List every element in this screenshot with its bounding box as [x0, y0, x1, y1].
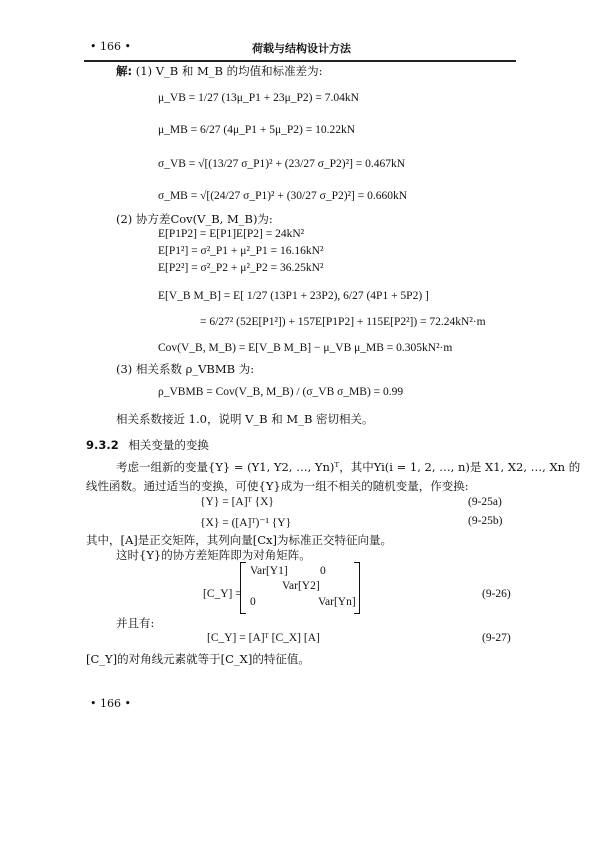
- solution-line-1: [116, 64, 323, 78]
- equation-mean-vb: μ_VB = 1/27 (13μ_P1 + 23μ_P2) = 7.04kN: [158, 92, 359, 104]
- equation-9-27: [C_Y] = [A]ᵀ [C_X] [A]: [207, 632, 320, 644]
- equation-e-p1p2: E[P1P2] = E[P1]E[P2] = 24kN²: [158, 228, 305, 240]
- equation-9-25a: {Y} = [A]ᵀ {X}: [200, 496, 274, 508]
- header-rule: [84, 60, 516, 62]
- paragraph-1-line-1: 考虑一组新的变量{Y} = (Y1, Y2, …, Yn)ᵀ，其中Yi(i = 1, 2, …, n)是 X1, X2, …, Xn 的: [116, 460, 581, 474]
- equation-e-p2sq: E[P2²] = σ²_P2 + μ²_P2 = 36.25kN²: [158, 262, 324, 274]
- paragraph-2: 其中，[A]是正交矩阵，其列向量[Cx]为标准正交特征向量。: [86, 533, 393, 547]
- solution-conclusion: 相关系数接近 1.0，说明 V_B 和 M_B 密切相关。: [116, 412, 374, 426]
- equation-e-vbmb-expanded: = 6/27² (52E[P1²]) + 157E[P1P2] + 115E[P2²]) = 72.24kN²·m: [200, 316, 486, 328]
- section-heading: [86, 437, 209, 453]
- equation-std-vb: σ_VB = √[(13/27 σ_P1)² + (23/27 σ_P2)²] = 0.467kN: [158, 158, 406, 170]
- solution-step-1: (1) V_B 和 M_B 的均值和标准差为:: [135, 64, 323, 78]
- equation-e-vbmb: E[V_B M_B] = E[ 1/27 (13P1 + 23P2), 6/27 (4P1 + 5P2) ]: [158, 290, 429, 302]
- matrix-zero-bottom: 0: [250, 596, 256, 608]
- equation-number-9-25b: (9-25b): [468, 515, 503, 527]
- section-title: 相关变量的变换: [128, 438, 209, 452]
- solution-label: 解:: [116, 64, 133, 78]
- equation-number-9-25a: (9-25a): [468, 496, 502, 508]
- matrix-left-bracket: [240, 562, 246, 614]
- page-number-footer: • 166 •: [90, 697, 131, 710]
- page-number-header: • 166 •: [90, 40, 131, 53]
- equation-e-p1sq: E[P1²] = σ²_P1 + μ²_P1 = 16.16kN²: [158, 245, 324, 257]
- paragraph-1-line-2: 线性函数。通过适当的变换，可使{Y}成为一组不相关的随机变量，作变换:: [86, 479, 469, 493]
- paragraph-3: 这时{Y}的协方差矩阵即为对角矩阵。: [116, 548, 311, 562]
- equation-9-25b: {X} = ([A]ᵀ)⁻¹ {Y}: [200, 517, 292, 529]
- equation-covariance: Cov(V_B, M_B) = E[V_B M_B] − μ_VB μ_MB = 0.305kN²·m: [158, 342, 453, 354]
- running-title: 荷载与结构设计方法: [252, 42, 351, 55]
- paragraph-4: 并且有:: [116, 616, 155, 630]
- equation-number-9-27: (9-27): [482, 632, 511, 644]
- matrix-entry-var-yn: Var[Yn]: [318, 596, 356, 608]
- equation-number-9-26: (9-26): [482, 588, 511, 600]
- equation-9-26-lhs: [C_Y] =: [203, 588, 242, 600]
- solution-step-3: (3) 相关系数 ρ_VBMB 为:: [116, 362, 255, 376]
- section-number: 9.3.2: [86, 438, 119, 452]
- equation-mean-mb: μ_MB = 6/27 (4μ_P1 + 5μ_P2) = 10.22kN: [158, 124, 356, 136]
- solution-step-2: (2) 协方差Cov(V_B, M_B)为:: [116, 212, 273, 226]
- equation-std-mb: σ_MB = √[(24/27 σ_P1)² + (30/27 σ_P2)²] = 0.660kN: [158, 190, 407, 202]
- equation-correlation: ρ_VBMB = Cov(V_B, M_B) / (σ_VB σ_MB) = 0.99: [158, 386, 404, 398]
- matrix-zero-top: 0: [320, 565, 326, 577]
- matrix-entry-var-y1: Var[Y1]: [250, 565, 288, 577]
- matrix-entry-var-y2: Var[Y2]: [282, 580, 320, 592]
- paragraph-5: [C_Y]的对角线元素就等于[C_X]的特征值。: [86, 652, 310, 666]
